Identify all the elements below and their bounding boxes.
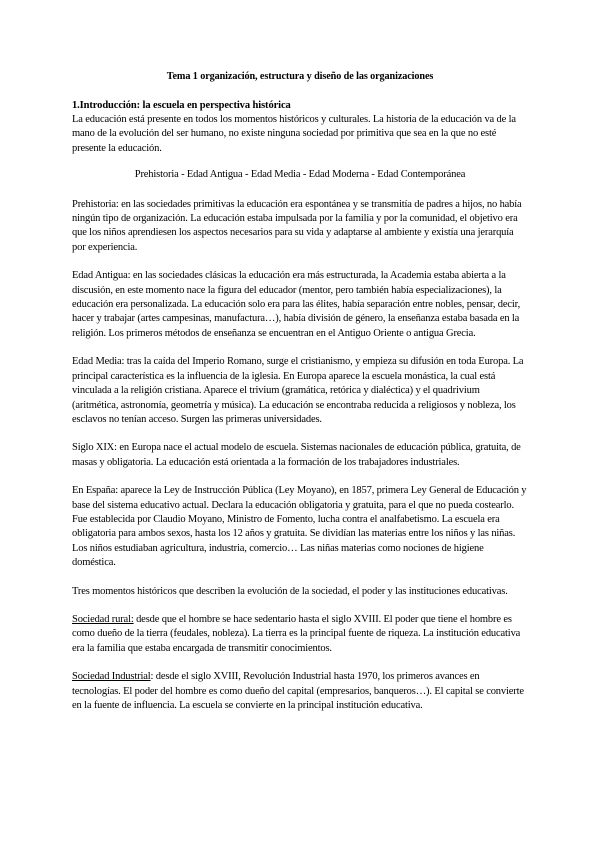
sociedad-rural-text: desde que el hombre se hace sedentario hasta el siglo XVIII. El poder que tiene el hombre es como dueño de la tierra (feudales, nobleza). La tierra es la principal fuente de riqueza. La institución educativa era la familia que estaba encargada de transmitir conocimientos. — [72, 613, 521, 654]
sociedad-rural-paragraph — [72, 613, 528, 656]
edad-media-paragraph: Edad Media: tras la caída del Imperio Romano, surge el cristianismo, y empieza su difusión en toda Europa. La principal característica es la influencia de la iglesia. En Europa aparece la escuela monástica, la cual está vinculada a la religión cristiana. Aparece el trivium (gramática, retórica y dialéctica) y el quadrivium (aritmética, astronomía, geometría y música). La educación se encontraba reducida a religiosos y nobleza, los esclavos no tenían acceso. Surgen las primeras universidades. — [72, 356, 524, 425]
sociedad-industrial-text: : desde el siglo XVIII, Revolución Industrial hasta 1970, los primeros avances en tecnologías. El poder del hombre es como dueño del capital (empresarios, banqueros…). El capital se convierte en la fuente de influencia. La escuela se convierte en la principal institución educativa. — [72, 671, 524, 711]
intro-paragraph: La educación está presente en todos los momentos históricos y culturales. La historia de la educación va de la mano de la evolución del ser humano, no existe ninguna sociedad por primitiva que sea en la que no esté presente la educación. — [72, 114, 516, 154]
sociedad-rural-label: Sociedad rural: — [72, 613, 134, 625]
sociedad-industrial-paragraph — [72, 670, 528, 713]
historical-periods-line: Prehistoria - Edad Antigua - Edad Media - Edad Moderna - Edad Contemporánea — [134, 169, 466, 181]
document-title: Tema 1 organización, estructura y diseño de las organizaciones — [166, 71, 434, 82]
sociedad-industrial-label: Sociedad Industrial — [72, 671, 151, 683]
prehistoria-paragraph: Prehistoria: en las sociedades primitivas la educación era espontánea y se transmitía de padres a hijos, no había ningún tipo de organización. La educación estaba impulsada por la familia y por la comunidad, el objetivo era que los niños aprendiesen los aspectos necesarios para su vida y adaptarse al ambiente y existía una jerarquía por experiencia. — [72, 198, 522, 253]
edad-antigua-paragraph: Edad Antigua: en las sociedades clásicas la educación era más estructurada, la Academia estaba abierta a la discusión, en este momento nace la figura del educador (mentor, pero también había especializaciones), la educación era personalizada. La educación solo era para las élites, había separación entre nobles, pensar, decir, hacer y trabajar (artes campesinas, manufactura…), había división de género, la enseñanza estaba basada en la religión. Los primeros métodos de enseñanza se encuentran en el Antiguo Oriente o antigua Grecia. — [72, 270, 521, 339]
espana-paragraph: En España: aparece la Ley de Instrucción Pública (Ley Moyano), en 1857, primera Ley General de Educación y base del sistema educativo actual. Declara la educación obligatoria y gratuita, para el que no pueda costearlo. Fue establecida por Claudio Moyano, Ministro de Fomento, lucha contra el analfabetismo. La escuela era obligatoria para ambos sexos, hasta los 12 años y gratuita. Se dividían las materias entre los niños y las niñas. Los niños estudiaban agricultura, industria, comercio… Las niñas materias como nociones de higiene doméstica. — [72, 485, 527, 569]
tres-momentos-paragraph: Tres momentos históricos que describen la evolución de la sociedad, el poder y las instituciones educativas. — [72, 585, 508, 597]
siglo-xix-paragraph: Siglo XIX: en Europa nace el actual modelo de escuela. Sistemas nacionales de educación pública, gratuita, de masas y obligatoria. La educación está orientada a la formación de los trabajadores industriales. — [72, 442, 521, 468]
section-title: 1.Introducción: la escuela en perspectiva histórica — [72, 100, 291, 111]
document-page — [72, 70, 528, 727]
